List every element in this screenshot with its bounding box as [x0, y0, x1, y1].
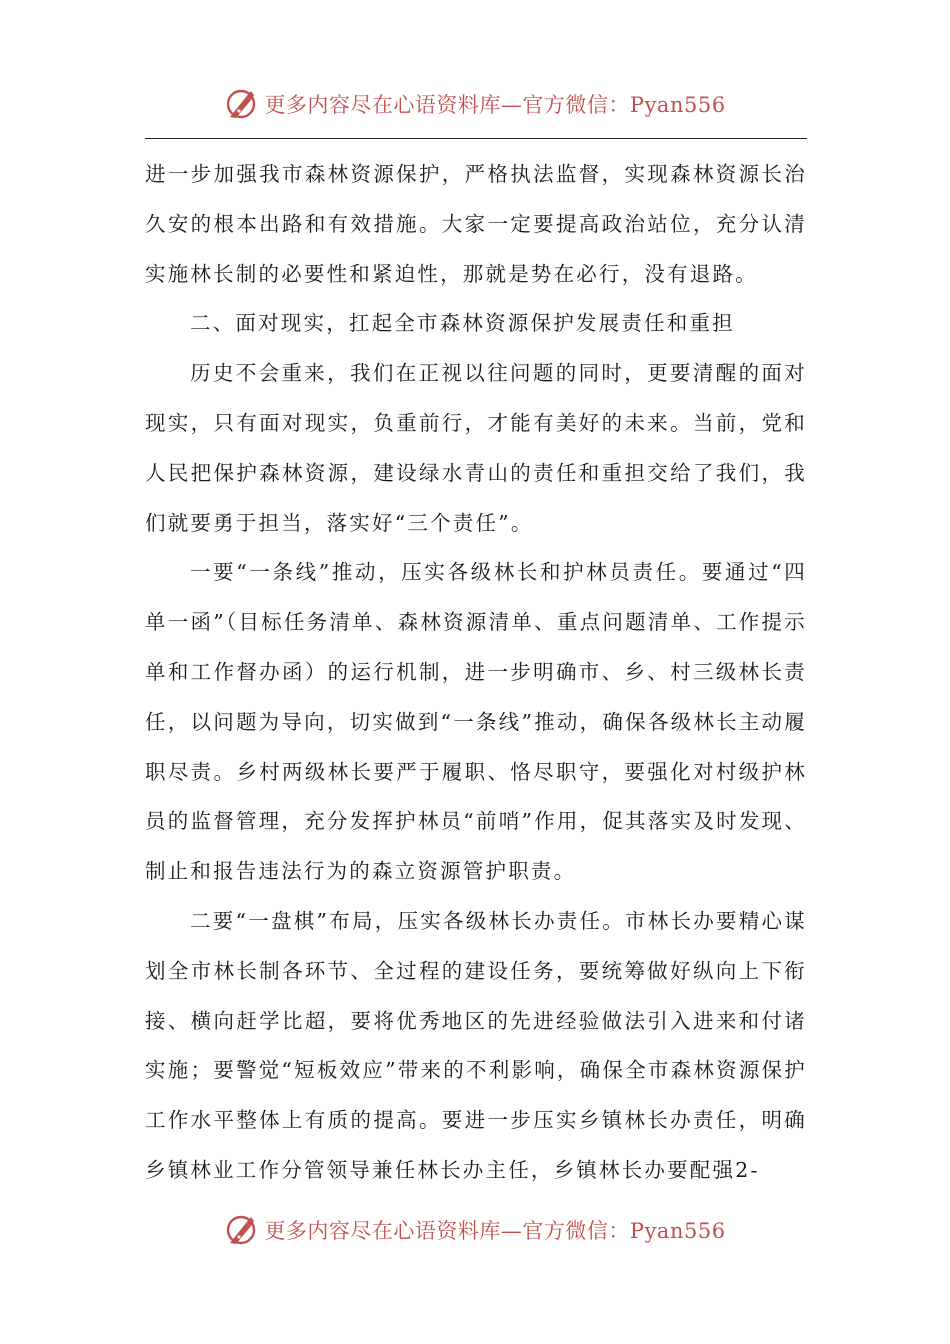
paragraph: 二要“一盘棋”布局，压实各级林长办责任。市林长办要精心谋划全市林长制各环节、全过程的建设任务，要统筹做好纵向上下衔接、横向赶学比超，要将优秀地区的先进经验做法引入进来和付诸实施；要警觉“短板效应”带来的不利影响，确保全市森林资源保护工作水平整体上有质的提高。要进一步压实乡镇林长办责任，明确乡镇林业工作分管领导兼任林长办主任，乡镇林长办要配强2- [145, 908, 807, 1182]
paragraph: 一要“一条线”推动，压实各级林长和护林员责任。要通过“四单一函”（目标任务清单、森林资源清单、重点问题清单、工作提示单和工作督办函）的运行机制，进一步明确市、乡、村三级林长责任，以问题为导向，切实做到“一条线”推动，确保各级林长主动履职尽责。乡村两级林长要严于履职、恪尽职守，要强化对村级护林员的监督管理，充分发挥护林员“前哨”作用，促其落实及时发现、制止和报告违法行为的森立资源管护职责。 [145, 560, 807, 884]
document-body [145, 150, 807, 1196]
footer-banner-text: 更多内容尽在心语资料库—官方微信：Pyan556 [264, 1219, 726, 1243]
footer-banner [0, 1210, 950, 1250]
paragraph: 历史不会重来，我们在正视以往问题的同时，更要清醒的面对现实，只有面对现实，负重前行，才能有美好的未来。当前，党和人民把保护森林资源，建设绿水青山的责任和重担交给了我们，我们就要勇于担当，落实好“三个责任”。 [145, 361, 807, 535]
paragraph-continuation: 进一步加强我市森林资源保护，严格执法监督，实现森林资源长治久安的根本出路和有效措施。大家一定要提高政治站位，充分认清实施林长制的必要性和紧迫性，那就是势在必行，没有退路。 [145, 162, 807, 286]
section-heading: 二、面对现实，扛起全市森林资源保护发展责任和重担 [190, 311, 735, 336]
pen-nib-logo-icon [224, 1213, 258, 1247]
header-banner-text: 更多内容尽在心语资料库—官方微信：Pyan556 [264, 93, 726, 117]
header-banner [0, 84, 950, 124]
header-divider [145, 138, 807, 139]
pen-nib-logo-icon [224, 87, 258, 121]
